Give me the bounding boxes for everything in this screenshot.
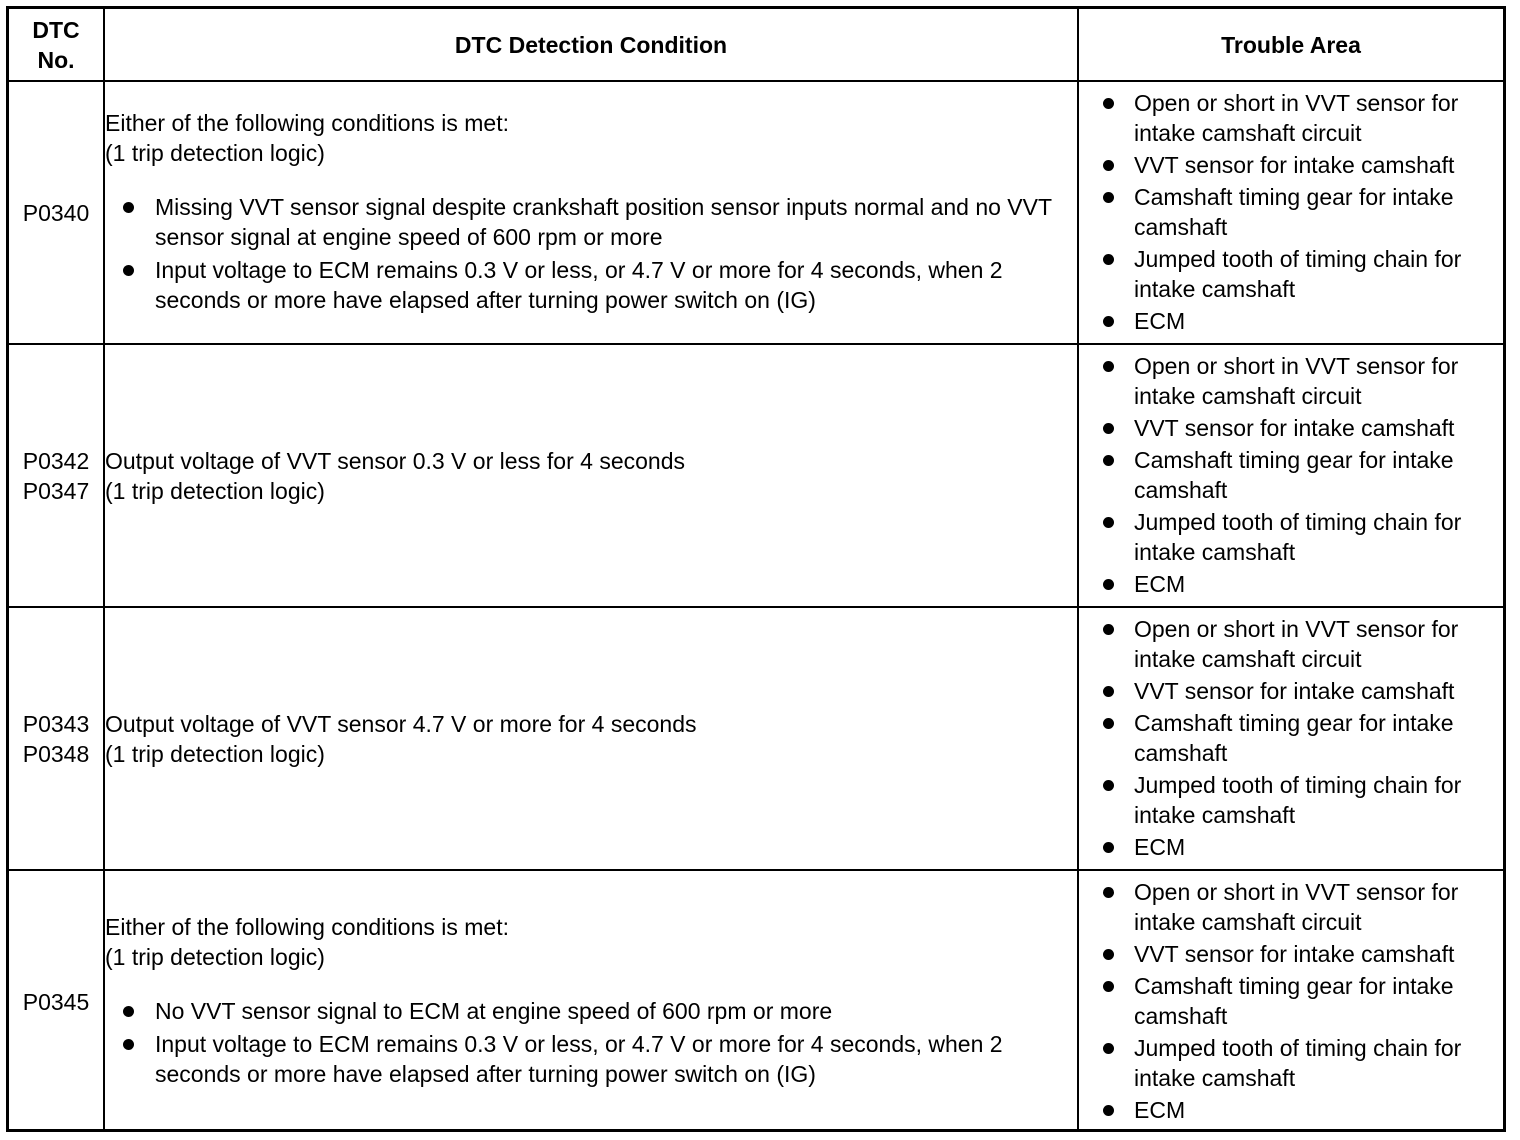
condition-bullet-item: Missing VVT sensor signal despite crankshaft position sensor inputs normal and no VVT sensor signal at engine speed of 600 rpm or more [105, 192, 1077, 252]
dtc-code-cell [9, 344, 104, 607]
trouble-area-item: ECM [1079, 569, 1503, 599]
dtc-code: P0340 [22, 199, 90, 226]
condition-cell [104, 607, 1078, 870]
condition-text: Either of the following conditions is met: [105, 913, 509, 940]
trouble-area-item: VVT sensor for intake camshaft [1079, 939, 1503, 969]
condition-cell [104, 81, 1078, 344]
condition-text: Output voltage of VVT sensor 0.3 V or less for 4 seconds [105, 447, 685, 474]
trouble-area-item: VVT sensor for intake camshaft [1079, 150, 1503, 180]
trouble-area-cell [1078, 870, 1503, 1132]
condition-cell [104, 344, 1078, 607]
trouble-area-item: Jumped tooth of timing chain for intake camshaft [1079, 1033, 1503, 1093]
header-row [9, 9, 1503, 81]
condition-text: (1 trip detection logic) [105, 740, 325, 767]
table-row [9, 81, 1503, 344]
dtc-code: P0347 [22, 477, 90, 504]
trouble-area-item: Camshaft timing gear for intake camshaft [1079, 971, 1503, 1031]
trouble-area-item: VVT sensor for intake camshaft [1079, 413, 1503, 443]
trouble-area-item: ECM [1079, 1095, 1503, 1125]
header-trouble-area: Trouble Area [1078, 9, 1503, 81]
dtc-code: P0348 [22, 740, 90, 767]
dtc-code-cell [9, 607, 104, 870]
condition-bullet-list [105, 996, 1077, 1089]
header-condition: DTC Detection Condition [104, 9, 1078, 81]
trouble-area-item: Open or short in VVT sensor for intake camshaft circuit [1079, 614, 1503, 674]
trouble-area-item: Open or short in VVT sensor for intake camshaft circuit [1079, 351, 1503, 411]
condition-bullet-item: Input voltage to ECM remains 0.3 V or less, or 4.7 V or more for 4 seconds, when 2 seconds or more have elapsed after turning power switch on (IG) [105, 255, 1077, 315]
dtc-code-cell [9, 870, 104, 1132]
trouble-area-list [1079, 351, 1503, 599]
trouble-area-item: ECM [1079, 832, 1503, 862]
trouble-area-list [1079, 614, 1503, 862]
condition-text: (1 trip detection logic) [105, 139, 325, 166]
dtc-code: P0345 [22, 988, 90, 1015]
dtc-code-cell [9, 81, 104, 344]
condition-cell [104, 870, 1078, 1132]
condition-text: Output voltage of VVT sensor 4.7 V or more for 4 seconds [105, 710, 697, 737]
condition-text: (1 trip detection logic) [105, 943, 325, 970]
trouble-area-item: ECM [1079, 306, 1503, 336]
trouble-area-item: Open or short in VVT sensor for intake camshaft circuit [1079, 877, 1503, 937]
table-row [9, 870, 1503, 1132]
trouble-area-cell [1078, 81, 1503, 344]
header-dtc-no [9, 9, 104, 81]
table-row [9, 607, 1503, 870]
condition-bullet-item: No VVT sensor signal to ECM at engine speed of 600 rpm or more [105, 996, 1077, 1026]
dtc-table-frame [6, 6, 1506, 1132]
trouble-area-cell [1078, 607, 1503, 870]
trouble-area-item: Camshaft timing gear for intake camshaft [1079, 708, 1503, 768]
condition-text: Either of the following conditions is met: [105, 109, 509, 136]
dtc-code: P0343 [22, 710, 90, 737]
trouble-area-list [1079, 88, 1503, 336]
trouble-area-cell [1078, 344, 1503, 607]
trouble-area-list [1079, 877, 1503, 1125]
trouble-area-item: Camshaft timing gear for intake camshaft [1079, 182, 1503, 242]
condition-bullet-list [105, 192, 1077, 315]
dtc-code: P0342 [22, 447, 90, 474]
header-dtc-no-text: DTC No. [32, 16, 80, 73]
trouble-area-item: Jumped tooth of timing chain for intake camshaft [1079, 507, 1503, 567]
dtc-table [9, 9, 1503, 1132]
trouble-area-item: Jumped tooth of timing chain for intake camshaft [1079, 770, 1503, 830]
table-row [9, 344, 1503, 607]
trouble-area-item: Camshaft timing gear for intake camshaft [1079, 445, 1503, 505]
trouble-area-item: Open or short in VVT sensor for intake camshaft circuit [1079, 88, 1503, 148]
trouble-area-item: Jumped tooth of timing chain for intake camshaft [1079, 244, 1503, 304]
condition-bullet-item: Input voltage to ECM remains 0.3 V or less, or 4.7 V or more for 4 seconds, when 2 seconds or more have elapsed after turning power switch on (IG) [105, 1029, 1077, 1089]
trouble-area-item: VVT sensor for intake camshaft [1079, 676, 1503, 706]
condition-text: (1 trip detection logic) [105, 477, 325, 504]
